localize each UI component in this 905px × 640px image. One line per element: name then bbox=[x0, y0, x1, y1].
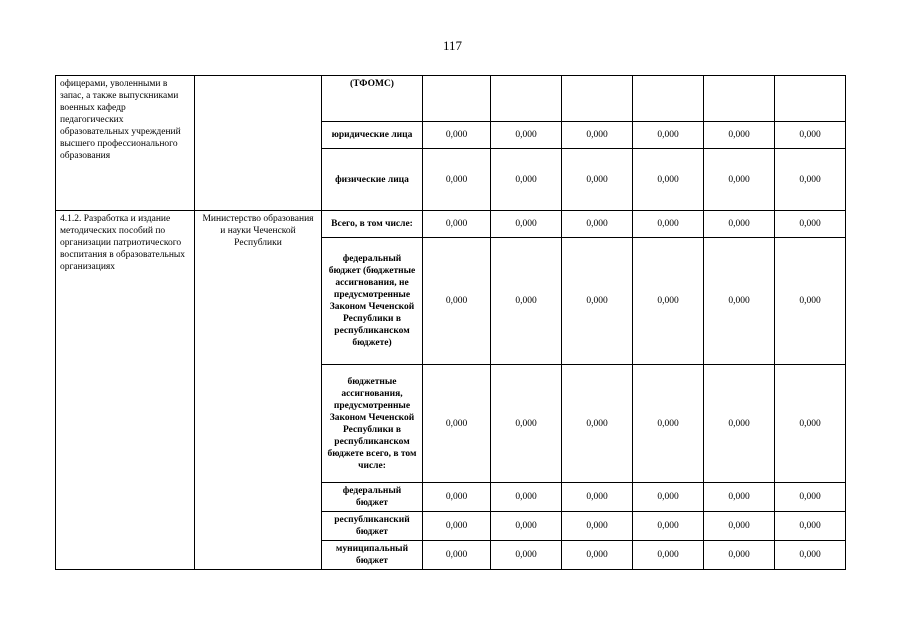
value-cell: 0,000 bbox=[704, 238, 775, 365]
value-cell: 0,000 bbox=[562, 541, 633, 570]
value-cell: 0,000 bbox=[633, 149, 704, 211]
value-cell: 0,000 bbox=[423, 512, 491, 541]
value-cell: 0,000 bbox=[775, 541, 846, 570]
value-cell: 0,000 bbox=[562, 211, 633, 238]
value-cell: 0,000 bbox=[633, 541, 704, 570]
value-cell: 0,000 bbox=[633, 238, 704, 365]
table-row bbox=[56, 76, 846, 122]
value-cell: 0,000 bbox=[633, 365, 704, 483]
executor-cell: Министерство образования и науки Чеченской Республики bbox=[195, 211, 322, 570]
value-cell bbox=[704, 76, 775, 122]
value-cell: 0,000 bbox=[704, 541, 775, 570]
value-cell: 0,000 bbox=[491, 122, 562, 149]
funding-source-cell: Всего, в том числе: bbox=[322, 211, 423, 238]
value-cell: 0,000 bbox=[775, 238, 846, 365]
value-cell: 0,000 bbox=[704, 122, 775, 149]
value-cell: 0,000 bbox=[775, 365, 846, 483]
funding-source-cell: бюджетные ассигнования, предусмотренные Законом Чеченской Республики в республиканском бюджете всего, в том числе: bbox=[322, 365, 423, 483]
value-cell: 0,000 bbox=[775, 512, 846, 541]
value-cell: 0,000 bbox=[704, 211, 775, 238]
value-cell: 0,000 bbox=[633, 512, 704, 541]
value-cell: 0,000 bbox=[775, 483, 846, 512]
activity-cell: офицерами, уволенными в запас, а также выпускниками военных кафедр педагогических образовательных учреждений высшего профессионального образования bbox=[56, 76, 195, 211]
value-cell: 0,000 bbox=[775, 211, 846, 238]
page-number: 117 bbox=[442, 38, 463, 53]
value-cell: 0,000 bbox=[633, 122, 704, 149]
value-cell: 0,000 bbox=[775, 122, 846, 149]
value-cell: 0,000 bbox=[704, 149, 775, 211]
activity-cell: 4.1.2. Разработка и издание методических пособий по организации патриотического воспитания в образовательных организациях bbox=[56, 211, 195, 570]
value-cell bbox=[562, 76, 633, 122]
funding-source-cell: физические лица bbox=[322, 149, 423, 211]
value-cell: 0,000 bbox=[491, 211, 562, 238]
funding-source-cell: юридические лица bbox=[322, 122, 423, 149]
table-row bbox=[56, 211, 846, 238]
value-cell: 0,000 bbox=[423, 149, 491, 211]
value-cell: 0,000 bbox=[423, 211, 491, 238]
funding-source-cell: федеральный бюджет (бюджетные ассигнования, не предусмотренные Законом Чеченской Республики в республиканском бюджете) bbox=[322, 238, 423, 365]
value-cell: 0,000 bbox=[491, 541, 562, 570]
value-cell: 0,000 bbox=[562, 512, 633, 541]
value-cell: 0,000 bbox=[704, 365, 775, 483]
value-cell: 0,000 bbox=[491, 149, 562, 211]
value-cell: 0,000 bbox=[562, 365, 633, 483]
value-cell: 0,000 bbox=[491, 483, 562, 512]
value-cell: 0,000 bbox=[633, 211, 704, 238]
value-cell: 0,000 bbox=[423, 541, 491, 570]
executor-cell bbox=[195, 76, 322, 211]
funding-source-cell: муниципальный бюджет bbox=[322, 541, 423, 570]
funding-source-cell: федеральный бюджет bbox=[322, 483, 423, 512]
value-cell: 0,000 bbox=[562, 149, 633, 211]
funding-source-cell: (ТФОМС) bbox=[322, 76, 423, 122]
value-cell bbox=[423, 76, 491, 122]
value-cell: 0,000 bbox=[562, 483, 633, 512]
value-cell: 0,000 bbox=[633, 483, 704, 512]
value-cell bbox=[633, 76, 704, 122]
value-cell: 0,000 bbox=[562, 122, 633, 149]
value-cell: 0,000 bbox=[423, 238, 491, 365]
value-cell: 0,000 bbox=[775, 149, 846, 211]
value-cell: 0,000 bbox=[423, 483, 491, 512]
value-cell: 0,000 bbox=[704, 512, 775, 541]
value-cell: 0,000 bbox=[491, 365, 562, 483]
value-cell: 0,000 bbox=[423, 122, 491, 149]
value-cell bbox=[775, 76, 846, 122]
value-cell bbox=[491, 76, 562, 122]
value-cell: 0,000 bbox=[491, 238, 562, 365]
value-cell: 0,000 bbox=[423, 365, 491, 483]
value-cell: 0,000 bbox=[491, 512, 562, 541]
funding-source-cell: республиканский бюджет bbox=[322, 512, 423, 541]
value-cell: 0,000 bbox=[562, 238, 633, 365]
value-cell: 0,000 bbox=[704, 483, 775, 512]
budget-table bbox=[55, 75, 846, 570]
